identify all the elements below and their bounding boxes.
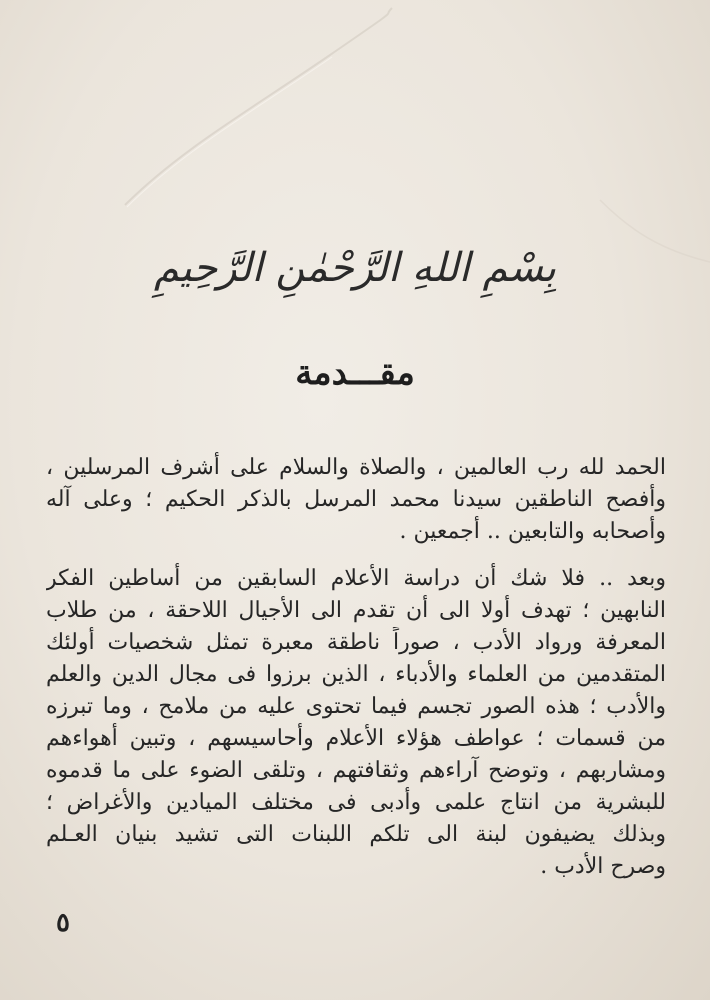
text-line: وبعد .. فلا شك أن دراسة الأعلام السابقين من أساطين الفكر bbox=[46, 566, 666, 591]
text-line: المعرفة ورواد الأدب ، صوراً ناطقة معبرة تمثل شخصيات أولئك bbox=[46, 630, 666, 655]
page-number: ٥ bbox=[56, 908, 70, 938]
text-line: والأدب ؛ هذه الصور تجسم فيما تحتوى عليه من ملامح ، وما تبرزه bbox=[46, 694, 666, 719]
text-line: ومشاربهم ، وتوضح آراءهم وثقافتهم ، وتلقى الضوء على ما قدموه bbox=[46, 758, 666, 783]
page-title: مقـــدمة bbox=[295, 353, 415, 393]
text-line: وأفصح الناطقين سيدنا محمد المرسل بالذكر الحكيم ؛ وعلى آله bbox=[46, 487, 666, 512]
text-line: وبذلك يضيفون لبنة الى تلكم اللبنات التى تشيد بنيان العـلم bbox=[46, 822, 666, 847]
text-line: وصرح الأدب . bbox=[540, 854, 666, 879]
basmala: بِسْمِ اللهِ الرَّحْمٰنِ الرَّحِيمِ bbox=[153, 245, 557, 291]
text-line: الحمد لله رب العالمين ، والصلاة والسلام على أشرف المرسلين ، bbox=[46, 455, 666, 480]
text-line: النابهين ؛ تهدف أولا الى أن تقدم الى الأجيال اللاحقة ، من طلاب bbox=[46, 598, 666, 623]
paragraph-1 bbox=[46, 452, 666, 548]
text-line: من قسمات ؛ عواطف هؤلاء الأعلام وأحاسيسهم ، وتبين أهواءهم bbox=[46, 726, 666, 751]
text-line: المتقدمين من العلماء والأدباء ، الذين برزوا فى مجال الدين والعلم bbox=[46, 662, 666, 687]
paragraph-2 bbox=[46, 563, 666, 883]
text-line: للبشرية من انتاج علمى وأدبى فى مختلف الميادين والأغراض ؛ bbox=[46, 790, 666, 815]
text-line: وأصحابه والتابعين .. أجمعين . bbox=[399, 519, 666, 544]
